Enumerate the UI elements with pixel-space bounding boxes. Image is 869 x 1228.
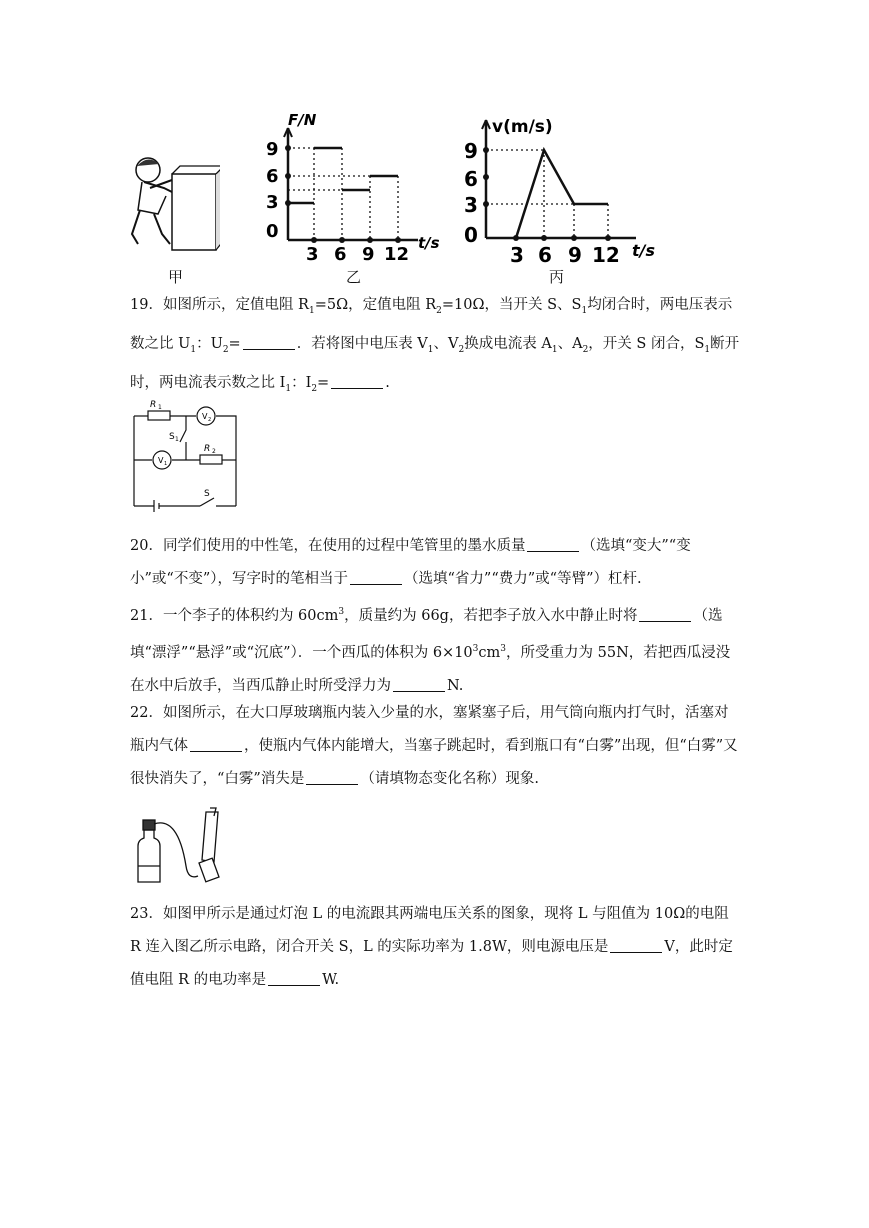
svg-text:1: 1: [164, 461, 168, 467]
figure-jia-boy-pushing-box: [128, 148, 220, 258]
figure-bottle-air-pump: [128, 806, 224, 888]
yi-ylabel: F/N: [288, 111, 317, 129]
bing-ytick-9: 9: [464, 139, 478, 163]
svg-text:R: R: [204, 444, 211, 454]
svg-text:2: 2: [208, 417, 212, 423]
svg-text:R: R: [150, 400, 157, 410]
question-22: 22．如图所示，在大口厚玻璃瓶内装入少量的水，塞紧塞子后，用气筒向瓶内打气时，活塞对瓶内气体 ，使瓶内气体内能增大，当塞子跳起时，看到瓶口有“白雾”出现，但“白雾”又很快消失了，“白雾”消失是 （请填物态变化名称）现象.: [130, 705, 738, 787]
answer-blank-23a[interactable]: [610, 938, 662, 953]
yi-xtick-9: 9: [362, 244, 375, 265]
bing-xtick-9: 9: [568, 243, 582, 267]
resistor-r1: [148, 411, 170, 420]
answer-blank-22b[interactable]: [306, 770, 358, 785]
bing-ytick-6: 6: [464, 167, 478, 191]
answer-blank-19a[interactable]: [243, 335, 295, 350]
figure-jia-caption: 甲: [168, 268, 184, 286]
answer-blank-19b[interactable]: [331, 374, 383, 389]
svg-text:1: 1: [175, 436, 179, 443]
svg-text:1: 1: [158, 404, 162, 411]
yi-guides: [288, 148, 398, 240]
svg-text:S: S: [204, 489, 210, 499]
question-19: 19．如图所示，定值电阻 $R_1=5\Omega$，定值电阻 $R_2=10\Omega$，当开关 S、$S_1$均闭合时，两电压表示数之比 $U_1$：$U_2=$ ．若将图中电压表 $V_1$、$V_2$换成电流表 $A_1$、$A_2$，开关 S 闭合，$S_1$断开时，两电流表示数之比 $I_1$：$I_2=$ .: [130, 297, 740, 394]
answer-blank-21b[interactable]: [393, 677, 445, 692]
question-21: 21．一个李子的体积约为 $60cm^3$，质量约为 66g，若把李子放入水中静止时将 （选填“漂浮”“悬浮”或“沉底”）．一个西瓜的体积为 $6\times 10^3cm^3$，所受重力为 55N，若把西瓜浸没在水中后放手，当西瓜静止时所受浮力为 N.: [130, 607, 731, 694]
resistor-r2: [200, 455, 222, 464]
bing-xtick-12: 12: [592, 243, 620, 267]
bing-ytick-0: 0: [464, 223, 478, 247]
bing-ylabel: v(m/s): [492, 117, 553, 137]
yi-axes: [288, 128, 418, 240]
yi-ytick-3: 3: [266, 192, 279, 213]
answer-blank-23b[interactable]: [268, 971, 320, 986]
figure-bing-caption: 丙: [549, 268, 565, 286]
bing-xtick-3: 3: [510, 243, 524, 267]
bing-velocity-line: [516, 150, 608, 238]
yi-xtick-12: 12: [384, 244, 410, 265]
chart-bing-velocity-time: [458, 108, 668, 268]
bing-xlabel: t/s: [632, 241, 656, 260]
svg-text:V: V: [202, 412, 208, 421]
svg-text:2: 2: [212, 448, 216, 455]
svg-text:S: S: [169, 432, 175, 442]
yi-ytick-9: 9: [266, 139, 279, 160]
answer-blank-20a[interactable]: [527, 537, 579, 552]
yi-ytick-0: 0: [266, 221, 279, 242]
bing-ytick-3: 3: [464, 193, 478, 217]
question-20: 20．同学们使用的中性笔，在使用的过程中笔管里的墨水质量 （选填“变大”“变小”或“不变”），写字时的笔相当于 （选填“省力”“费力”或“等臂”）杠杆.: [130, 538, 691, 587]
answer-blank-20b[interactable]: [350, 570, 402, 585]
circuit-diagram-q19: [128, 394, 248, 514]
figure-yi-caption: 乙: [346, 268, 362, 286]
yi-ytick-6: 6: [266, 166, 279, 187]
svg-text:V: V: [158, 456, 164, 465]
answer-blank-22a[interactable]: [190, 737, 242, 752]
yi-xtick-6: 6: [334, 244, 347, 265]
question-23: 23．如图甲所示是通过灯泡 L 的电流跟其两端电压关系的图象，现将 L 与阻值为 10Ω的电阻 R 连入图乙所示电路，闭合开关 S，L 的实际功率为 1.8W，则电源电压是 V，此时定值电阻 R 的电功率是 W.: [130, 906, 733, 988]
chart-yi-force-time: [258, 110, 458, 270]
yi-xtick-3: 3: [306, 244, 319, 265]
bing-xtick-6: 6: [538, 243, 552, 267]
answer-blank-21a[interactable]: [639, 607, 691, 622]
yi-xlabel: t/s: [418, 234, 440, 252]
